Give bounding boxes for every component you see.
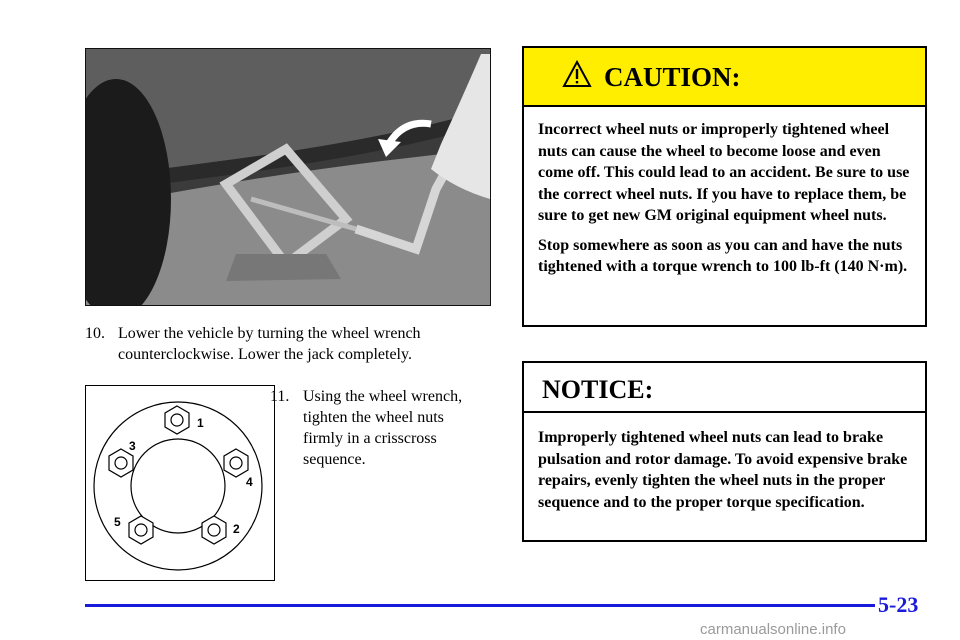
page-number: 5-23 <box>878 592 919 617</box>
notice-header <box>524 363 925 413</box>
caution-paragraph: Incorrect wheel nuts or improperly tightened wheel nuts can cause the wheel to become loose and even come off. This could lead to an accident. Be sure to use the correct wheel nuts. If you have to replace them, be sure to get new GM original equipment wheel nuts. <box>538 121 910 224</box>
footer-rule <box>85 604 875 607</box>
notice-title: NOTICE: <box>542 375 654 404</box>
jack-photo <box>85 48 491 306</box>
notice-box <box>522 361 927 542</box>
notice-text: Improperly tightened wheel nuts can lead to brake pulsation and rotor damage. To avoid expensive brake repairs, evenly tighten the wheel nuts in the proper sequence and to the proper torque specification. <box>538 429 908 511</box>
step-10 <box>85 323 485 367</box>
caution-box <box>522 46 927 327</box>
nut-label-4: 4 <box>246 475 253 489</box>
nut-label-5: 5 <box>114 515 121 529</box>
step-text: Using the wheel wrench, tighten the wheel nuts firmly in a crisscross sequence. <box>303 388 463 468</box>
nut-label-2: 2 <box>233 522 240 536</box>
step-11 <box>270 386 480 486</box>
nut-label-3: 3 <box>129 439 136 453</box>
watermark: carmanualsonline.info <box>700 621 846 638</box>
step-text: Lower the vehicle by turning the wheel wrench counterclockwise. Lower the jack completely. <box>118 325 421 363</box>
caution-title: CAUTION: <box>604 62 741 92</box>
step-number: 10. <box>85 325 105 342</box>
caution-body <box>524 107 925 278</box>
caution-paragraph: Stop somewhere as soon as you can and have the nuts tightened with a torque wrench to 100 lb-ft (140 N·m). <box>538 236 908 275</box>
step-number: 11. <box>270 388 290 405</box>
nut-label-1: 1 <box>197 416 204 430</box>
caution-header <box>524 48 925 107</box>
wheel-nut-sequence-diagram <box>85 385 275 581</box>
warning-triangle-icon <box>562 60 592 88</box>
